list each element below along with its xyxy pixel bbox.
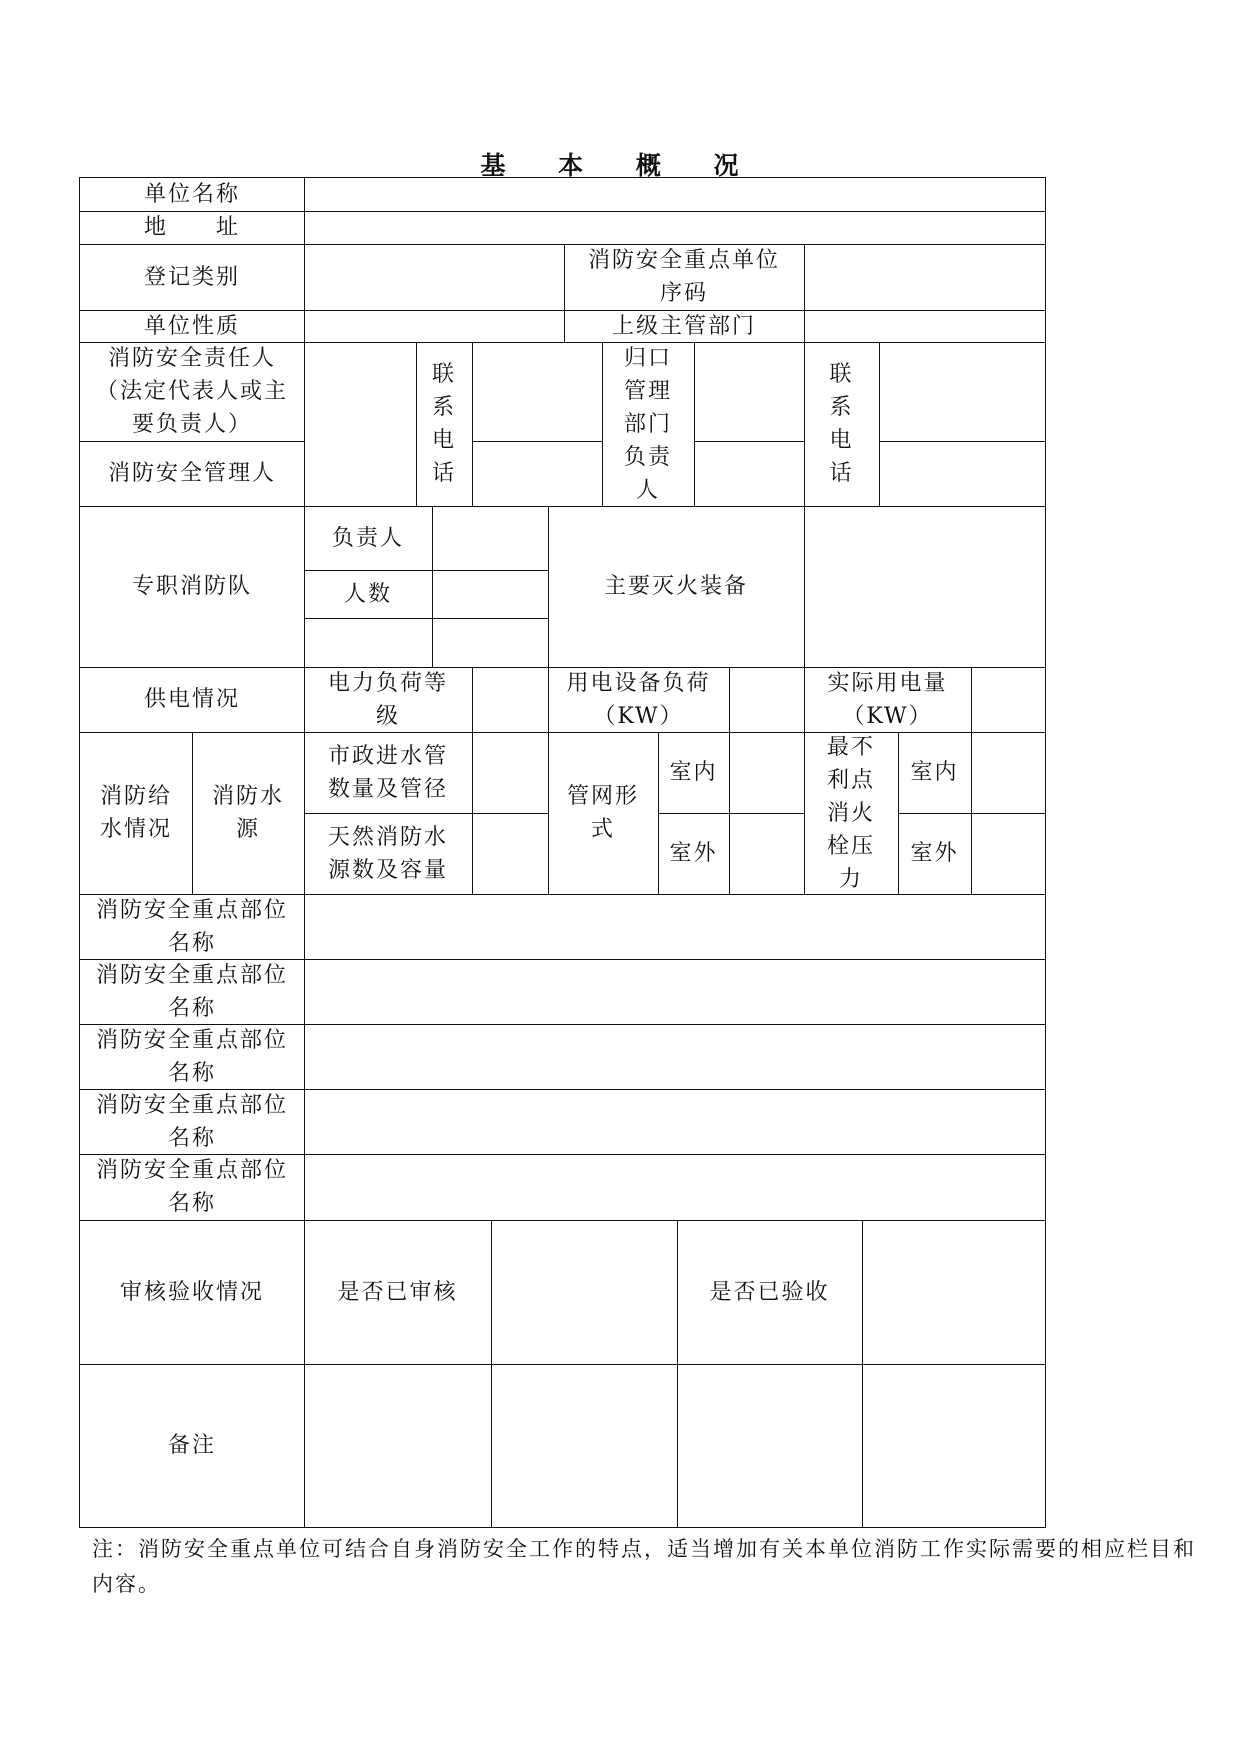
indoor-label-2: 室内 — [910, 760, 959, 785]
reg-category-field[interactable] — [304, 244, 564, 310]
unit-name-field[interactable] — [304, 178, 1045, 211]
key-part-field[interactable] — [304, 1089, 1045, 1154]
remarks-label: 备注 — [167, 1433, 216, 1458]
contact-phone-label-1: 联 系 电 话 — [431, 362, 456, 486]
key-part-field[interactable] — [304, 1024, 1045, 1089]
reg-category-label: 登记类别 — [143, 264, 240, 290]
fire-team-label: 专职消防队 — [131, 574, 252, 599]
water-source-label: 消防水 源 — [211, 784, 284, 842]
key-part-label: 消防安全重点部位 名称 — [95, 1027, 288, 1086]
address-label: 地 址 — [143, 215, 240, 240]
address-field[interactable] — [304, 211, 1045, 244]
pipe-network-label: 管网形 式 — [566, 784, 639, 842]
device-load-label: 用电设备负荷 （KW） — [566, 670, 711, 729]
team-leader-label: 负责人 — [331, 525, 404, 551]
water-supply-label: 消防给 水情况 — [99, 784, 172, 842]
key-part-field[interactable] — [304, 1154, 1045, 1220]
accepted-field[interactable] — [862, 1220, 1045, 1364]
municipal-pipe-label: 市政进水管 数量及管径 — [327, 743, 448, 802]
reviewed-label: 是否已审核 — [337, 1279, 458, 1305]
key-unit-code-label: 消防安全重点单位 序码 — [587, 248, 780, 306]
accepted-label: 是否已验收 — [709, 1279, 830, 1305]
footnote: 注：消防安全重点单位可结合自身消防安全工作的特点，适当增加有关本单位消防工作实际需要的相应栏目和内容。 — [92, 1537, 1196, 1596]
review-label: 审核验收情况 — [119, 1279, 264, 1305]
contact-phone-label-2: 联 系 电 话 — [829, 362, 854, 486]
outdoor-label-2: 室外 — [910, 841, 959, 866]
power-label: 供电情况 — [143, 687, 240, 712]
superior-dept-field[interactable] — [804, 310, 1045, 342]
power-load-level-label: 电力负荷等 级 — [327, 670, 448, 729]
basic-info-form — [79, 177, 1046, 1528]
actual-usage-label: 实际用电量 （KW） — [827, 670, 948, 729]
dept-head-label: 归口 管理 部门 负责 人 — [623, 345, 672, 503]
reviewed-field[interactable] — [491, 1220, 677, 1364]
outdoor-label-1: 室外 — [669, 841, 718, 866]
safety-responsible-label: 消防安全责任人 （法定代表人或主 要负责人） — [95, 346, 288, 437]
team-count-label: 人数 — [343, 581, 392, 607]
hydrant-pressure-label: 最不 利点 消火 栓压 力 — [826, 734, 875, 892]
equipment-label: 主要灭火装备 — [603, 574, 748, 599]
unit-nature-field[interactable] — [304, 310, 564, 342]
page-title: 基 本 概 况 — [480, 151, 761, 180]
key-part-field[interactable] — [304, 894, 1045, 959]
key-part-label: 消防安全重点部位 名称 — [95, 1158, 288, 1216]
key-part-field[interactable] — [304, 959, 1045, 1024]
unit-nature-label: 单位性质 — [143, 313, 240, 339]
key-unit-code-field[interactable] — [804, 244, 1045, 310]
indoor-label-1: 室内 — [669, 760, 718, 785]
natural-source-label: 天然消防水 源数及容量 — [327, 824, 448, 883]
key-part-label: 消防安全重点部位 名称 — [95, 962, 288, 1021]
unit-name-label: 单位名称 — [143, 182, 240, 207]
key-part-label: 消防安全重点部位 名称 — [95, 1092, 288, 1151]
safety-manager-label: 消防安全管理人 — [107, 461, 276, 486]
key-part-label: 消防安全重点部位 名称 — [95, 897, 288, 956]
superior-dept-label: 上级主管部门 — [611, 313, 756, 339]
